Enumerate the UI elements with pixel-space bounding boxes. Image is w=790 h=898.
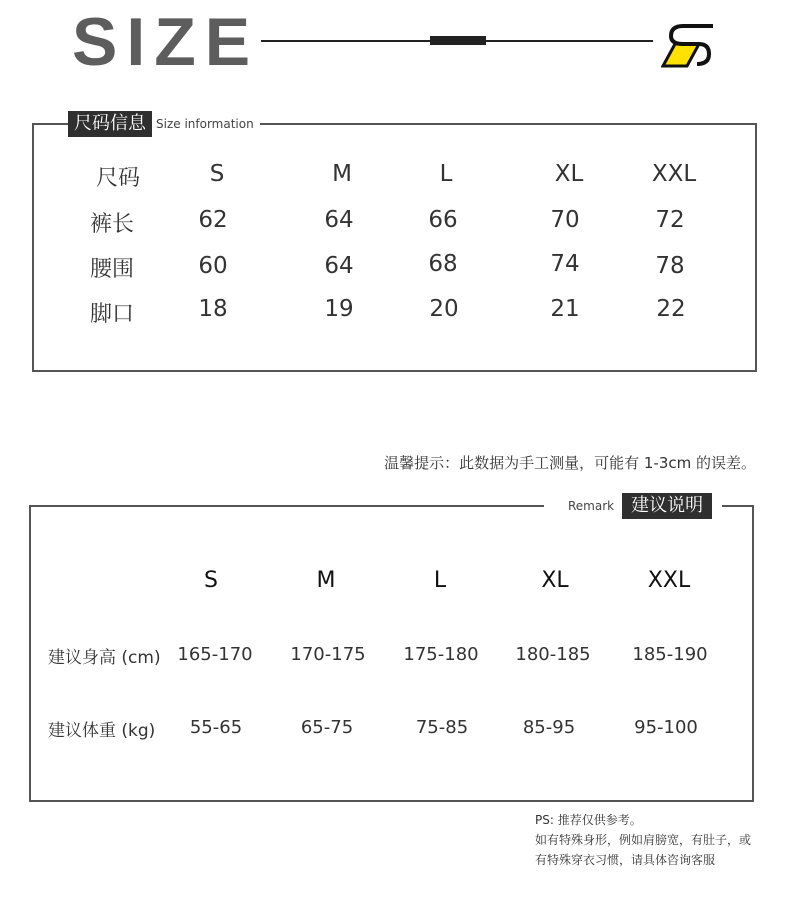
table-cell: 64 bbox=[324, 207, 354, 233]
table-header: XL bbox=[554, 161, 584, 187]
row-label: 建议身高 (cm) bbox=[48, 648, 161, 668]
table-cell: 66 bbox=[428, 207, 458, 233]
table-header: XXL bbox=[647, 568, 691, 593]
table-header: M bbox=[332, 161, 352, 187]
ps-note-line-1: PS: 推荐仅供参考。 bbox=[535, 813, 642, 827]
ps-note-line-2: 如有特殊身形，例如肩膀宽，有肚子，或 bbox=[535, 833, 752, 847]
table-cell: 64 bbox=[324, 253, 354, 279]
table-header: L bbox=[439, 161, 453, 187]
table-cell: 21 bbox=[550, 296, 580, 322]
table-cell: 20 bbox=[429, 296, 459, 322]
table-header: 尺码 bbox=[95, 166, 141, 191]
remark-tag: 建议说明 bbox=[622, 493, 712, 519]
brand-s-logo-icon bbox=[661, 22, 715, 68]
size-info-subtitle: Size information bbox=[152, 111, 260, 137]
table-cell: 75-85 bbox=[415, 717, 469, 738]
table-cell: 170-175 bbox=[290, 644, 366, 665]
table-cell: 185-190 bbox=[632, 644, 708, 665]
table-cell: 95-100 bbox=[634, 717, 698, 738]
row-label: 腰围 bbox=[90, 257, 135, 282]
size-info-panel bbox=[32, 123, 757, 372]
table-cell: 165-170 bbox=[177, 644, 253, 665]
table-header: S bbox=[209, 161, 225, 187]
remark-subtitle: Remark bbox=[544, 493, 622, 519]
table-cell: 18 bbox=[198, 296, 228, 322]
table-cell: 180-185 bbox=[515, 644, 591, 665]
table-header: L bbox=[433, 568, 447, 593]
measurement-tip: 温馨提示：此数据为手工测量，可能有 1-3cm 的误差。 bbox=[384, 454, 756, 472]
row-label: 建议体重 (kg) bbox=[48, 721, 156, 741]
page-title: SIZE bbox=[72, 4, 260, 80]
table-cell: 175-180 bbox=[403, 644, 479, 665]
table-cell: 65-75 bbox=[300, 717, 354, 738]
table-cell: 62 bbox=[198, 207, 228, 233]
header-divider-accent bbox=[430, 36, 486, 45]
table-cell: 22 bbox=[656, 296, 686, 322]
table-cell: 68 bbox=[428, 251, 458, 277]
row-label: 脚口 bbox=[90, 302, 135, 327]
table-cell: 72 bbox=[655, 207, 685, 233]
table-cell: 60 bbox=[198, 253, 228, 279]
table-header: XL bbox=[541, 568, 569, 593]
size-info-tag: 尺码信息 bbox=[68, 111, 152, 137]
table-cell: 74 bbox=[550, 251, 580, 277]
row-label: 裤长 bbox=[90, 212, 135, 237]
table-cell: 55-65 bbox=[189, 717, 243, 738]
table-cell: 85-95 bbox=[522, 717, 576, 738]
table-cell: 19 bbox=[324, 296, 354, 322]
table-header: XXL bbox=[651, 161, 697, 187]
size-info-heading bbox=[68, 111, 260, 137]
ps-note-line-3: 有特殊穿衣习惯，请具体咨询客服 bbox=[535, 853, 716, 867]
table-header: S bbox=[204, 568, 218, 593]
table-cell: 78 bbox=[655, 253, 685, 279]
table-header: M bbox=[316, 568, 336, 593]
table-cell: 70 bbox=[550, 207, 580, 233]
remark-heading bbox=[544, 493, 722, 519]
